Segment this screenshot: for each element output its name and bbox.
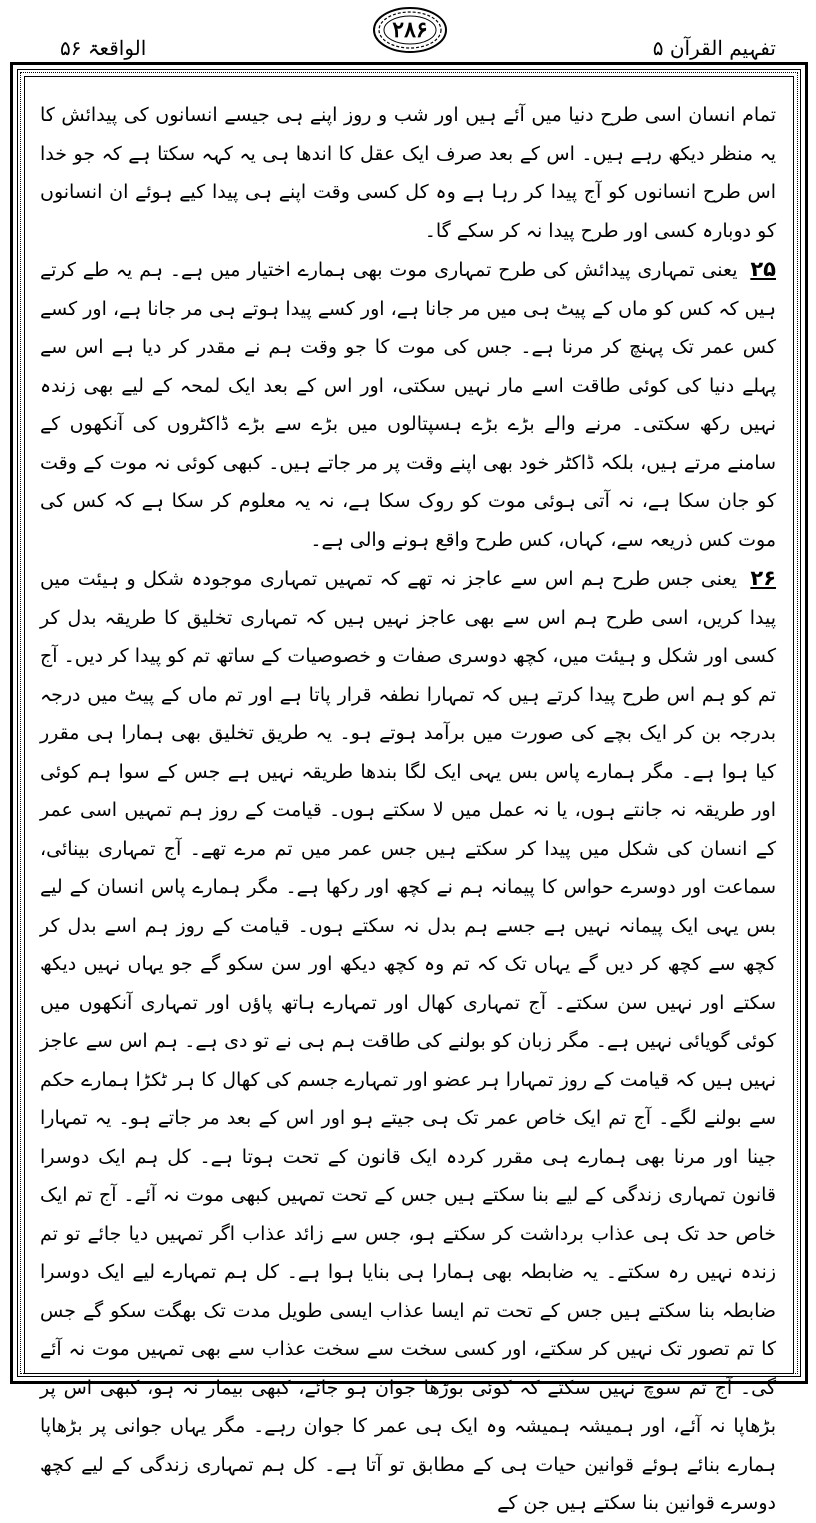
surah-title: الواقعۃ ۵۶ [60,36,147,60]
footnote-number: ۲۵ [750,257,776,281]
page-number-seal [372,6,448,54]
commentary-text [40,96,776,1523]
footnote-number: ۲۶ [750,566,777,590]
page-header [0,0,816,70]
paragraph-continuation [40,96,776,250]
book-title: تفہیم القرآن ۵ [652,36,776,60]
paragraph-text: یعنی تمہاری پیدائش کی طرح تمہاری موت بھی ہمارے اختیار میں ہے۔ ہم یہ طے کرتے ہیں کہ کس کو ماں کے پیٹ ہی میں مر جانا ہے، اور کسے پیدا ہوتے ہی مر جانا ہے، اور کسے کس عمر تک پہنچ کر مرنا ہے۔ جس کی موت کا جو وقت ہم نے مقدر کر دیا ہے اس سے پہلے دنیا کی کوئی طاقت اسے مار نہیں سکتی، اور اس کے بعد ایک لمحہ کے لیے بھی زندہ نہیں رکھ سکتی۔ مرنے والے بڑے بڑے ہسپتالوں میں بڑے سے بڑے ڈاکٹروں کی آنکھوں کے سامنے مرتے ہیں، بلکہ ڈاکٹر خود بھی اپنے وقت پر مر جاتے ہیں۔ کبھی کوئی نہ موت کے وقت کو جان سکا ہے، نہ آتی ہوئی موت کو روک سکا ہے، نہ یہ معلوم کر سکا ہے کہ کس کی موت کس ذریعہ سے، کہاں، کس طرح واقع ہونے والی ہے۔ [40,259,776,551]
paragraph-text: یعنی جس طرح ہم اس سے عاجز نہ تھے کہ تمہیں تمہاری موجودہ شکل و ہیئت میں پیدا کریں، اسی طرح ہم اس سے بھی عاجز نہیں ہیں کہ تمہاری تخلیق کا طریقہ بدل کر کسی اور شکل و ہیئت میں، کچھ دوسری صفات و خصوصیات کے ساتھ تم کو پیدا کر دیں۔ آج تم کو ہم اس طرح پیدا کرتے ہیں کہ تمہارا نطفہ قرار پاتا ہے اور تم ماں کے پیٹ میں درجہ بدرجہ بن کر ایک بچے کی صورت میں برآمد ہوتے ہو۔ یہ طریق تخلیق بھی ہمارا ہی مقرر کیا ہوا ہے۔ مگر ہمارے پاس بس یہی ایک لگا بندھا طریقہ نہیں ہے جس کے سوا ہم کوئی اور طریقہ نہ جانتے ہوں، یا نہ عمل میں لا سکتے ہوں۔ قیامت کے روز ہم تمہیں اسی عمر کے انسان کی شکل میں پیدا کر سکتے ہیں جس عمر میں تم مرے تھے۔ آج تمہاری بینائی، سماعت اور دوسرے حواس کا پیمانہ ہم نے کچھ اور رکھا ہے۔ مگر ہمارے پاس انسان کے لیے بس یہی ایک پیمانہ نہیں ہے جسے ہم بدل نہ سکتے ہوں۔ قیامت کے روز ہم اسے بدل کر کچھ سے کچھ کر دیں گے یہاں تک کہ تم وہ کچھ دیکھ اور سن سکو گے جو یہاں نہیں دیکھ سکتے اور نہیں سن سکتے۔ آج تمہاری کھال اور تمہارے ہاتھ پاؤں اور تمہاری آنکھوں میں کوئی گویائی نہیں ہے۔ مگر زبان کو بولنے کی طاقت ہم ہی نے تو دی ہے۔ ہم اس سے عاجز نہیں ہیں کہ قیامت کے روز تمہارا ہر عضو اور تمہارے جسم کی کھال کا ہر ٹکڑا ہمارے حکم سے بولنے لگے۔ آج تم ایک خاص عمر تک ہی جیتے ہو اور اس کے بعد مر جاتے ہو۔ یہ تمہارا جینا اور مرنا بھی ہمارے ہی مقرر کردہ ایک قانون کے تحت ہوتا ہے۔ کل ہم ایک دوسرا قانون تمہاری زندگی کے لیے بنا سکتے ہیں جس کے تحت تمہیں کبھی موت نہ آئے۔ آج تم ایک خاص حد تک ہی عذاب برداشت کر سکتے ہو، جس سے زائد عذاب اگر تمہیں دیا جائے تو تم زندہ نہیں رہ سکتے۔ یہ ضابطہ بھی ہمارا ہی بنایا ہوا ہے۔ کل ہم تمہارے لیے ایک دوسرا ضابطہ بنا سکتے ہیں جس کے تحت تم ایسا عذاب ایسی طویل مدت تک بھگت سکو گے جس کا تم تصور تک نہیں کر سکتے، اور کسی سخت سے سخت عذاب سے بھی تمہیں موت نہ آئے گی۔ آج تم سوچ نہیں سکتے کہ کوئی بوڑھا جوان ہو جائے، کبھی بیمار نہ ہو، کبھی اس پر بڑھاپا نہ آئے، اور ہمیشہ ہمیشہ وہ ایک ہی عمر کا جوان رہے۔ مگر یہاں جوانی پر بڑھاپا ہمارے بنائے ہوئے قوانین حیات ہی کے مطابق تو آتا ہے۔ کل ہم تمہاری زندگی کے لیے کچھ دوسرے قوانین بنا سکتے ہیں جن کے [40,568,776,1514]
footnote-paragraph-26 [40,559,776,1523]
paragraph-text: تمام انسان اسی طرح دنیا میں آئے ہیں اور شب و روز اپنے ہی جیسے انسانوں کی پیدائش کا یہ منظر دیکھ رہے ہیں۔ اس کے بعد صرف ایک عقل کا اندھا ہی یہ کہہ سکتا ہے کہ جو خدا اس طرح انسانوں کو آج پیدا کر رہا ہے وہ کل کسی وقت اپنے ہی پیدا کیے ہوئے ان انسانوں کو دوبارہ کسی اور طرح پیدا نہ کر سکے گا۔ [40,104,776,242]
footnote-paragraph-25 [40,250,776,559]
page-number: ۲۸۶ [392,17,428,43]
